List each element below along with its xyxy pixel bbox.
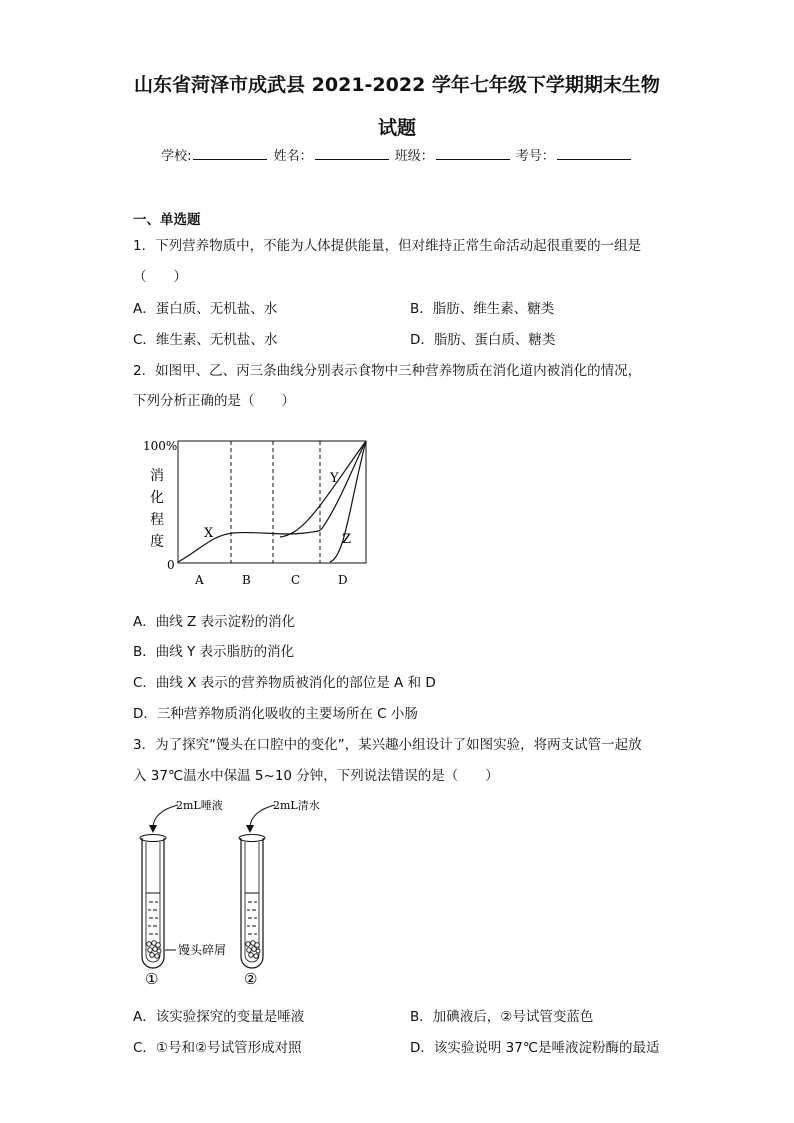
x-axis-label-d: D — [338, 573, 348, 587]
y-axis-bottom-label: 0 — [167, 558, 175, 572]
q3-option-c: C．①号和②号试管形成对照 — [133, 1040, 302, 1056]
class-blank[interactable] — [436, 147, 510, 160]
digestion-curve-figure — [140, 432, 380, 592]
section-title: 一、单选题 — [133, 212, 201, 228]
q2-option-d: D．三种营养物质消化吸收的主要场所在 C 小肠 — [133, 706, 418, 722]
q2-option-b: B．曲线 Y 表示脂肪的消化 — [133, 644, 295, 660]
q1-option-b: B．脂肪、维生素、糖类 — [410, 301, 555, 317]
y-axis-label-char-4: 度 — [150, 534, 164, 550]
curve-x — [178, 441, 366, 562]
x-axis-label-c: C — [291, 573, 301, 587]
arrow-head-icon — [246, 825, 254, 833]
tube2-label: 2mL清水 — [273, 799, 320, 812]
tube1-number: ① — [145, 970, 159, 988]
class-label: 班级： — [394, 149, 434, 164]
q3-option-b: B．加碘液后，②号试管变蓝色 — [410, 1009, 594, 1025]
name-label: 姓名： — [273, 149, 313, 164]
q2-stem-line2: 下列分析正确的是（ ） — [133, 393, 295, 409]
arrow-head-icon — [149, 825, 157, 833]
curve-y — [280, 441, 366, 537]
q1-stem-line1: 1．下列营养物质中，不能为人体提供能量，但对维持正常生命活动起很重要的一组是 — [133, 238, 642, 254]
curve-z-label: Z — [342, 532, 352, 547]
school-blank[interactable] — [193, 147, 267, 160]
y-axis-label-char-3: 程 — [150, 512, 164, 528]
q2-option-c: C．曲线 X 表示的营养物质被消化的部位是 A 和 D — [133, 675, 436, 691]
q1-option-c: C．维生素、无机盐、水 — [133, 332, 278, 348]
x-axis-label-b: B — [242, 573, 251, 587]
name-blank[interactable] — [315, 147, 389, 160]
y-axis-label-char-1: 消 — [150, 468, 164, 484]
exam-no-label: 考号： — [515, 149, 555, 164]
y-axis-label-char-2: 化 — [150, 490, 164, 506]
q3-option-a: A．该实验探究的变量是唾液 — [133, 1009, 305, 1025]
q1-option-a: A．蛋白质、无机盐、水 — [133, 301, 278, 317]
page-title: 山东省菏泽市成武县 2021-2022 学年七年级下学期期末生物 — [134, 74, 660, 96]
bread-label: 馒头碎屑 — [178, 943, 227, 957]
test-tube-2 — [239, 835, 265, 969]
x-axis-label-a: A — [195, 573, 204, 587]
arrow-icon — [153, 805, 178, 828]
student-info-line — [0, 145, 794, 164]
page-title-line2: 试题 — [377, 117, 416, 139]
tube1-label: 2mL唾液 — [176, 799, 223, 812]
q1-option-d: D．脂肪、蛋白质、糖类 — [410, 332, 556, 348]
q3-stem-line1: 3．为了探究“馒头在口腔中的变化”，某兴趣小组设计了如图实验，将两支试管一起放 — [133, 737, 642, 753]
curve-x-label: X — [204, 526, 214, 541]
q1-stem-line2: （ ） — [133, 269, 187, 285]
q2-stem-line1: 2．如图甲、乙、丙三条曲线分别表示食物中三种营养物质在消化道内被消化的情况， — [133, 363, 642, 379]
school-label: 学校: — [161, 149, 192, 164]
y-axis-top-label: 100% — [143, 439, 178, 453]
test-tube-figure — [130, 792, 330, 992]
q3-option-d: D．该实验说明 37℃是唾液淀粉酶的最适 — [410, 1040, 660, 1056]
exam-no-blank[interactable] — [557, 147, 631, 160]
curve-y-label: Y — [330, 471, 339, 486]
q2-option-a: A．曲线 Z 表示淀粉的消化 — [133, 614, 296, 630]
test-tube-1 — [140, 835, 166, 969]
tube2-number: ② — [244, 970, 258, 988]
q3-stem-line2: 入 37℃温水中保温 5~10 分钟，下列说法错误的是（ ） — [133, 768, 499, 784]
arrow-icon — [250, 805, 275, 828]
